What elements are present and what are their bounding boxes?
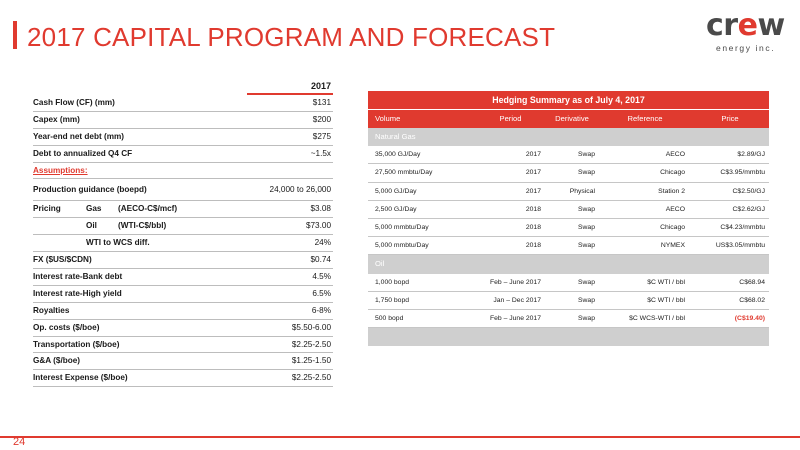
summary-row-net-debt: Year-end net debt (mm) $275 [33,129,333,146]
cell-reference: NYMEX [660,242,685,250]
table-row [368,164,769,182]
cell-period: Feb – June 2017 [489,314,541,322]
cell-derivative: Swap [577,151,595,159]
cell-volume: 35,000 GJ/Day [375,151,421,159]
gas-rows [368,146,769,255]
group-oil: Oil [368,255,769,273]
logo-subtitle: energy inc. [716,43,776,53]
cell-price: US$3.05/mmbtu [715,242,765,250]
table-row [368,310,769,328]
summary-row-production: Production guidance (boepd) 24,000 to 26,000 [33,179,333,201]
cell-volume: 5,000 mmbtu/Day [375,223,429,231]
cell-volume: 2,500 GJ/Day [375,205,417,213]
cell-reference: $C WCS-WTI / bbl [629,314,685,322]
hedging-summary-table [368,91,769,346]
cell-volume: 1,000 bopd [375,278,410,286]
cell-volume: 5,000 mmbtu/Day [375,242,429,250]
cell-derivative: Swap [577,242,595,250]
cell-reference: Station 2 [658,187,685,195]
summary-row-gas-price: Pricing Gas (AECO-C$/mcf) $3.08 [33,201,333,218]
page-title: 2017 CAPITAL PROGRAM AND FORECAST [27,22,556,52]
cell-price: C$68.94 [739,278,765,286]
summary-row-ga: G&A ($/boe) $1.25-1.50 [33,353,333,370]
cell-price: C$68.02 [739,296,765,304]
col-header-period: Period [499,114,522,123]
summary-row-rate-bank: Interest rate-Bank debt 4.5% [33,269,333,286]
cell-period: 2018 [525,205,541,213]
hedging-column-headers [368,110,769,128]
cell-derivative: Physical [569,187,595,195]
title-accent-bar [13,21,17,49]
oil-rows [368,274,769,329]
logo-wordmark: crew [706,8,785,43]
cell-derivative: Swap [577,205,595,213]
cell-price: $2.89/GJ [737,151,765,159]
cell-volume: 500 bopd [375,314,404,322]
col-header-derivative: Derivative [555,114,589,123]
summary-row-assumptions [33,163,333,180]
summary-row-transport: Transportation ($/boe) $2.25-2.50 [33,337,333,354]
cell-volume: 27,500 mmbtu/Day [375,169,433,177]
group-natural-gas: Natural Gas [368,128,769,146]
cell-derivative: Swap [577,314,595,322]
hedging-table-title: Hedging Summary as of July 4, 2017 [368,91,769,110]
cell-period: 2017 [525,169,541,177]
cell-derivative: Swap [577,296,595,304]
cell-reference: Chicago [660,169,685,177]
cell-price: C$2.62/GJ [732,205,765,213]
summary-row-cash-flow: Cash Flow (CF) (mm) $131 [33,95,333,112]
cell-period: 2017 [525,187,541,195]
cell-volume: 5,000 GJ/Day [375,187,417,195]
crew-energy-logo [704,10,790,56]
cell-period: Jan – Dec 2017 [493,296,541,304]
table-row [368,201,769,219]
table-footer-band [368,328,769,346]
cell-derivative: Swap [577,223,595,231]
table-row [368,146,769,164]
summary-row-capex: Capex (mm) $200 [33,112,333,129]
summary-header [33,75,333,95]
cell-period: 2017 [525,151,541,159]
cell-reference: Chicago [660,223,685,231]
cell-volume: 1,750 bopd [375,296,410,304]
summary-row-op-costs: Op. costs ($/boe) $5.50-6.00 [33,320,333,337]
col-header-volume: Volume [375,114,401,123]
table-row [368,274,769,292]
summary-row-royalties: Royalties 6-8% [33,303,333,320]
cell-price: C$2.50/GJ [732,187,765,195]
assumptions-heading: Assumptions: [33,165,88,175]
summary-row-debt-ratio: Debt to annualized Q4 CF ~1.5x [33,146,333,163]
cell-reference: $C WTI / bbl [647,278,685,286]
table-row [368,237,769,255]
cell-reference: AECO [665,205,685,213]
cell-period: 2018 [525,242,541,250]
summary-row-fx: FX ($US/$CDN) $0.74 [33,252,333,269]
cell-price: C$4.23/mmbtu [720,223,765,231]
cell-derivative: Swap [577,169,595,177]
table-row [368,219,769,237]
cell-reference: AECO [665,151,685,159]
summary-row-rate-high: Interest rate-High yield 6.5% [33,286,333,303]
footer-rule [0,436,800,438]
summary-row-oil-price: Oil (WTI-C$/bbl) $73.00 [33,218,333,235]
col-header-reference: Reference [627,114,663,123]
summary-row-interest-expense: Interest Expense ($/boe) $2.25-2.50 [33,370,333,387]
cell-period: 2018 [525,223,541,231]
cell-reference: $C WTI / bbl [647,296,685,304]
cell-period: Feb – June 2017 [489,278,541,286]
cell-price: (C$19.40) [734,314,765,322]
year-header: 2017 [310,81,331,91]
col-header-price: Price [721,114,739,123]
capital-program-table [33,75,333,387]
cell-derivative: Swap [577,278,595,286]
page-number: 24 [13,436,26,448]
summary-row-wcs-diff: WTI to WCS diff. 24% [33,235,333,252]
table-row [368,292,769,310]
cell-price: C$3.95/mmbtu [720,169,765,177]
table-row [368,183,769,201]
